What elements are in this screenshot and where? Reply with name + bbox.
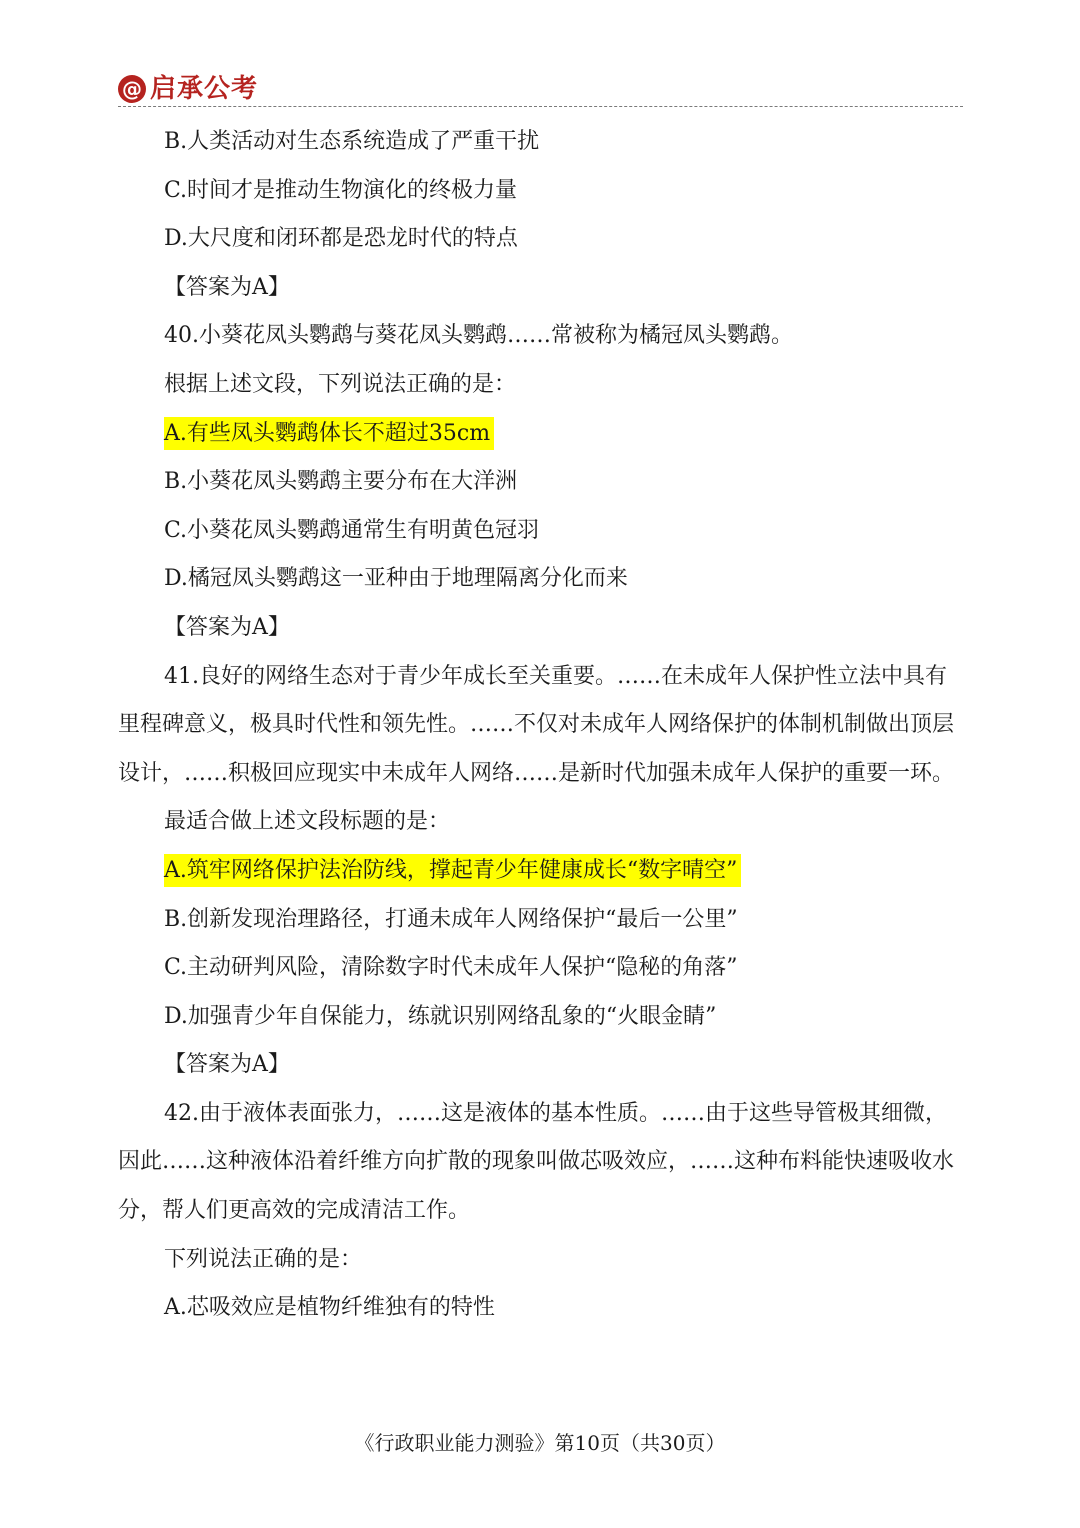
- q41-option-c: C.主动研判风险，清除数字时代未成年人保护“隐秘的角落”: [164, 955, 738, 981]
- q39-answer: 【答案为A】: [164, 274, 290, 300]
- q40-option-a-highlighted: A.有些凤头鹦鹉体长不超过35cm: [164, 417, 494, 450]
- q39-option-c: C.时间才是推动生物演化的终极力量: [164, 177, 518, 203]
- q41-prompt: 最适合做上述文段标题的是：: [164, 809, 451, 835]
- q42-option-a: A.芯吸效应是植物纤维独有的特性: [164, 1295, 495, 1321]
- document-body: [118, 118, 963, 1333]
- q40-option-a-row: [118, 410, 963, 459]
- q41-option-a-row: [118, 847, 963, 896]
- q40-option-b: B.小葵花凤头鹦鹉主要分布在大洋洲: [164, 469, 518, 495]
- q39-option-d: D.大尺度和闭环都是恐龙时代的特点: [164, 226, 518, 252]
- q41-option-a-highlighted: A.筑牢网络保护法治防线，撑起青少年健康成长“数字晴空”: [164, 854, 741, 887]
- at-logo-icon: @: [118, 75, 146, 103]
- q40-option-c: C.小葵花凤头鹦鹉通常生有明黄色冠羽: [164, 517, 540, 543]
- q42-stem: 42.由于液体表面张力，……这是液体的基本性质。……由于这些导管极其细微，因此……这种液体沿着纤维方向扩散的现象叫做芯吸效应，……这种布料能快速吸收水分，帮人们更高效的完成清洁工作。: [118, 1100, 955, 1224]
- q41-stem: 41.良好的网络生态对于青少年成长至关重要。……在未成年人保护性立法中具有里程碑意义，极具时代性和领先性。……不仅对未成年人网络保护的体制机制做出顶层设计，……积极回应现实中未成年人网络……是新时代加强未成年人保护的重要一环。: [118, 663, 955, 786]
- brand-logo: [118, 74, 258, 104]
- header-divider: [118, 106, 963, 107]
- page-footer: 《行政职业能力测验》第10页（共30页）: [354, 1431, 726, 1455]
- q40-prompt: 根据上述文段，下列说法正确的是：: [164, 371, 517, 397]
- q41-option-d: D.加强青少年自保能力，练就识别网络乱象的“火眼金睛”: [164, 1003, 717, 1029]
- q40-stem: 40.小葵花凤头鹦鹉与葵花凤头鹦鹉……常被称为橘冠凤头鹦鹉。: [164, 323, 793, 349]
- q41-option-b: B.创新发现治理路径，打通未成年人网络保护“最后一公里”: [164, 906, 738, 932]
- q39-option-b: B.人类活动对生态系统造成了严重干扰: [164, 129, 540, 154]
- q41-answer: 【答案为A】: [164, 1052, 290, 1078]
- q40-option-d: D.橘冠凤头鹦鹉这一亚种由于地理隔离分化而来: [164, 566, 628, 592]
- brand-name: 启承公考: [150, 74, 259, 104]
- q40-answer: 【答案为A】: [164, 614, 290, 640]
- page-header: [118, 74, 963, 108]
- q42-prompt: 下列说法正确的是：: [164, 1246, 363, 1272]
